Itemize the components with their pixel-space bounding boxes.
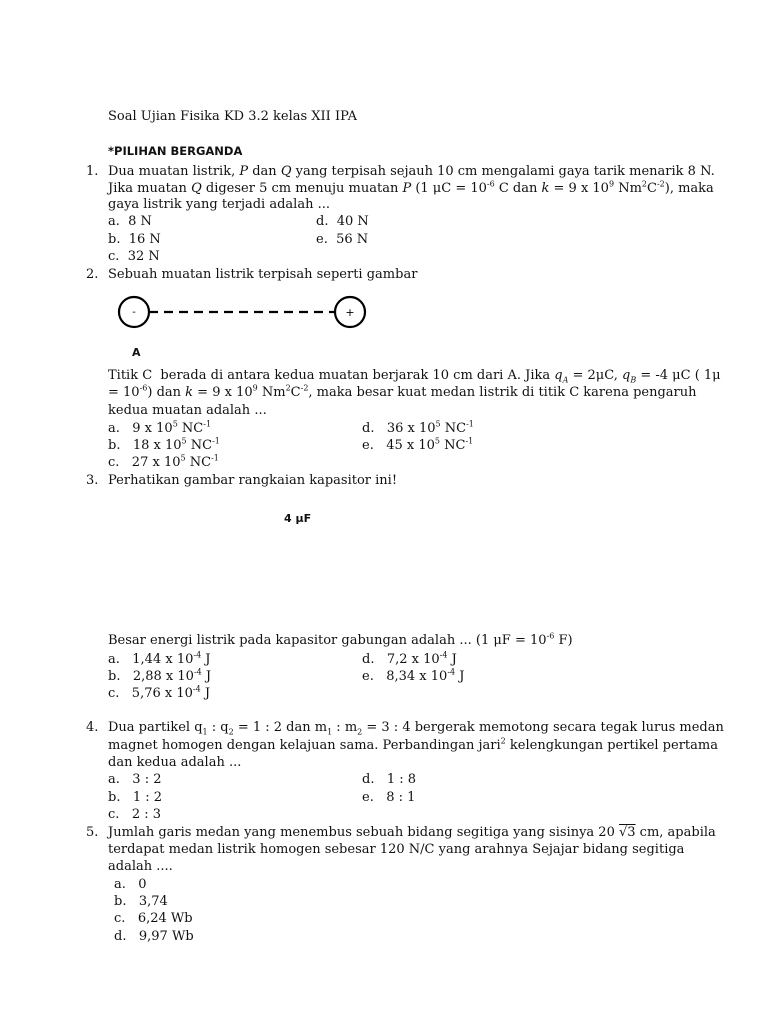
q3-line1: Perhatikan gambar rangkaian kapasitor ini! [108,473,398,488]
q2-line2: Titik C berada di antara kedua muatan berjarak 10 cm dari A. Jika $q_A = 2\mu C$, $q_B = -4$ μC ( 1μ [108,368,721,385]
q3-option-b[interactable]: b. 2,88 x $10^{-4}$ J [108,667,212,684]
q2-option-c[interactable]: c. 27 x $10^5$ $NC^{-1}$ [108,453,219,470]
q4-line3: dan kedua adalah ... [108,755,242,770]
q1-line1: Dua muatan listrik, P dan Q yang terpisah sejauh 10 cm mengalami gaya tarik menarik 8 N. [108,164,715,179]
q4-number: 4. [86,720,99,735]
q4-option-d[interactable]: d. 1 : 8 [362,772,417,787]
capacitor-label: 4 μF [284,512,312,525]
q5-line1: Jumlah garis medan yang menembus sebuah bidang segitiga yang sisinya 20 √3 cm, apabila [108,825,716,840]
q2-option-e[interactable]: e. 45 x $10^5$ $NC^{-1}$ [362,436,474,453]
q4-line1: Dua partikel $q_1$ : $q_2 = 1$ : 2 dan $m_1$ : $m_2 = 3$ : 4 bergerak memotong secara tegak lurus medan [108,720,724,737]
q5-number: 5. [86,825,99,840]
q2-line4: kedua muatan adalah ... [108,403,267,418]
q2-option-d[interactable]: d. 36 x $10^5$ $NC^{-1}$ [362,419,474,436]
q5-option-d[interactable]: d. 9,97 Wb [114,929,194,944]
q4-option-b[interactable]: b. 1 : 2 [108,790,163,805]
q1-line2: Jika muatan Q digeser 5 cm menuju muatan P (1 $\mu C = 10^{-6}$ C dan k = 9 x $10^9$ $Nm^2C^{-2}$), maka [108,179,714,196]
q3-option-e[interactable]: e. 8,34 x $10^{-4}$ J [362,667,465,684]
q1-option-b[interactable]: b. 16 N [108,232,161,247]
q4-line2: magnet homogen dengan kelajuan sama. Perbandingan jari$^2$ kelengkungan pertikel pertama [108,736,718,753]
positive-charge-sign: + [345,306,355,319]
q2-option-b[interactable]: b. 18 x $10^5$ $NC^{-1}$ [108,436,220,453]
q4-option-c[interactable]: c. 2 : 3 [108,807,162,822]
point-a-label: A [132,346,141,359]
q1-option-e[interactable]: e. 56 N [316,232,369,247]
q4-option-a[interactable]: a. 3 : 2 [108,772,162,787]
charges-diagram [110,290,380,340]
q2-option-a[interactable]: a. 9 x $10^5$ $NC^{-1}$ [108,419,212,436]
q1-number: 1. [86,164,99,179]
q1-option-c[interactable]: c. 32 N [108,249,160,264]
q1-option-a[interactable]: a. 8 N [108,214,152,229]
negative-charge-sign: - [132,307,136,318]
q3-line2: Besar energi listrik pada kapasitor gabungan adalah ... (1 $\mu F = 10^{-6}$ F) [108,631,573,648]
q3-option-d[interactable]: d. 7,2 x $10^{-4}$ J [362,650,457,667]
q5-option-b[interactable]: b. 3,74 [114,894,168,909]
q2-number: 2. [86,267,99,282]
q4-option-e[interactable]: e. 8 : 1 [362,790,416,805]
q5-line3: adalah .... [108,859,173,874]
q3-number: 3. [86,473,99,488]
q5-option-a[interactable]: a. 0 [114,877,147,892]
section-heading: *PILIHAN BERGANDA [108,144,243,158]
q3-option-a[interactable]: a. 1,44 x $10^{-4}$ J [108,650,211,667]
q1-option-d[interactable]: d. 40 N [316,214,369,229]
q2-line3: = $10^{-6}$) dan k = 9 x $10^9$ $Nm^2C^{-2}$, maka besar kuat medan listrik di titik C karena pengaruh [108,383,697,400]
q5-line2: terdapat medan listrik homogen sebesar 120 N/C yang arahnya Sejajar bidang segitiga [108,842,685,857]
document-title: Soal Ujian Fisika KD 3.2 kelas XII IPA [108,109,358,124]
q1-line3: gaya listrik yang terjadi adalah ... [108,197,330,212]
q2-line1: Sebuah muatan listrik terpisah seperti gambar [108,267,418,282]
q3-option-c[interactable]: c. 5,76 x $10^{-4}$ J [108,684,211,701]
q5-option-c[interactable]: c. 6,24 Wb [114,911,193,926]
